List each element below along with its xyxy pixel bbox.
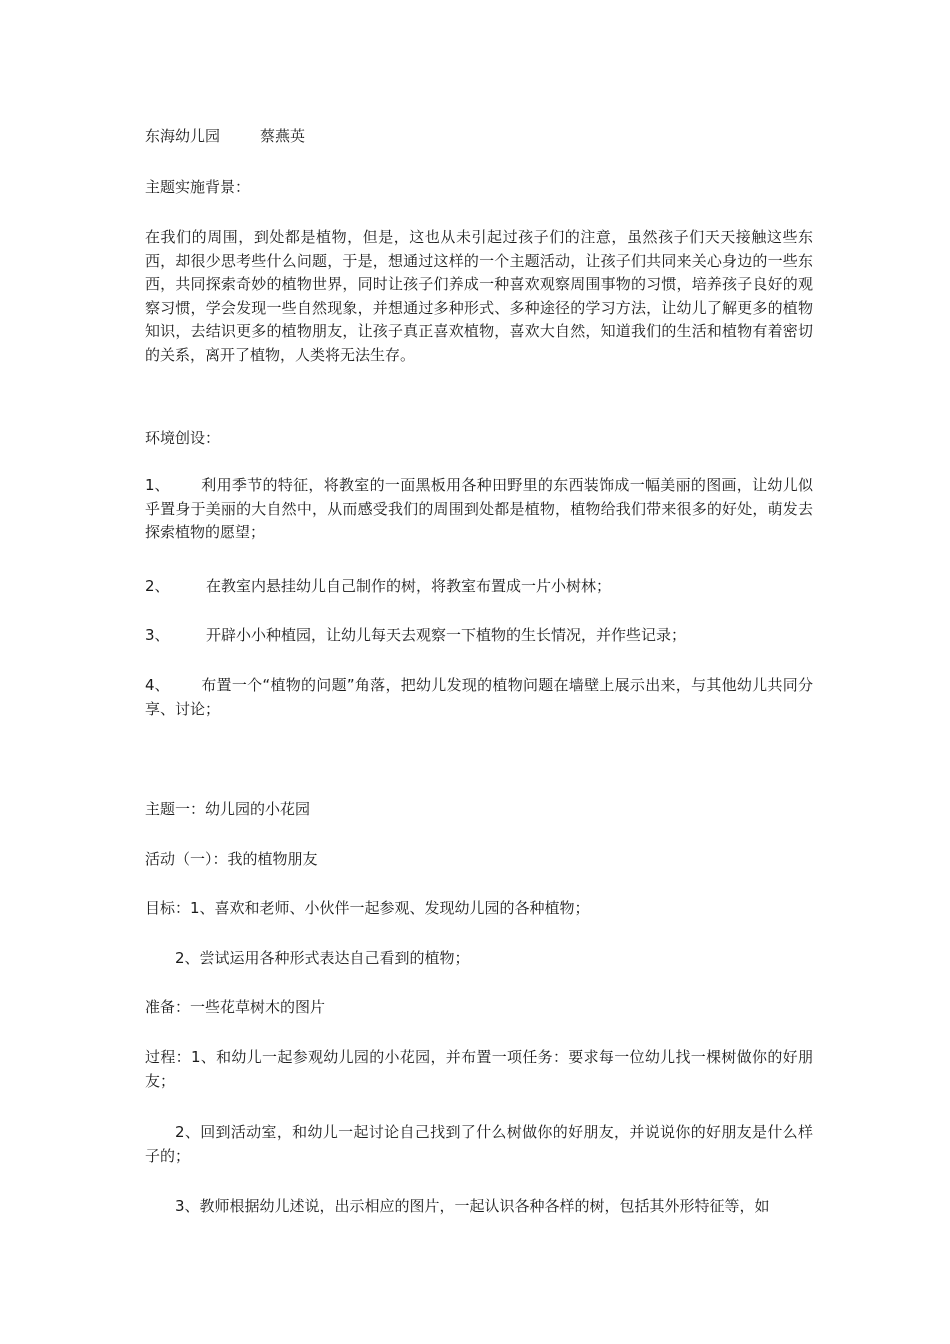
process-step-1: 过程：1、和幼儿一起参观幼儿园的小花园，并布置一项任务：要求每一位幼儿找一棵树做你的好朋友； [145,1048,813,1090]
item-text: 布置一个“植物的问题”角落，把幼儿发现的植物问题在墙壁上展示出来，与其他幼儿共同分享、讨论； [145,676,813,718]
item-number: 1、 [145,476,170,494]
environment-item-4 [145,674,813,721]
item-text: 在教室内悬挂幼儿自己制作的树，将教室布置成一片小树林； [206,577,612,595]
background-paragraph: 在我们的周围，到处都是植物，但是，这也从未引起过孩子们的注意，虽然孩子们天天接触这些东西，却很少思考些什么问题，于是，想通过这样的一个主题活动，让孩子们共同来关心身边的一些东西，共同探索奇妙的植物世界，同时让孩子们养成一种喜欢观察周围事物的习惯，培养孩子良好的观察习惯，学会发现一些自然现象，并想通过多种形式、多种途径的学习方法，让幼儿了解更多的植物知识，去结识更多的植物朋友，让孩子真正喜欢植物，喜欢大自然，知道我们的生活和植物有着密切的关系，离开了植物，人类将无法生存。 [145,228,813,364]
process-step-3: 3、教师根据幼儿述说，出示相应的图片，一起认识各种各样的树，包括其外形特征等，如 [175,1197,770,1215]
item-text: 开辟小小种植园，让幼儿每天去观察一下植物的生长情况，并作些记录； [206,626,687,644]
author-name: 蔡燕英 [260,127,306,145]
header-line [145,125,305,148]
activity-title: 活动（一）：我的植物朋友 [145,850,318,868]
environment-item-1 [145,474,813,545]
environment-item-2 [145,575,611,598]
environment-heading: 环境创设： [145,429,221,447]
environment-item-3 [145,624,686,647]
goal-2: 2、尝试运用各种形式表达自己看到的植物； [175,949,470,967]
school-name: 东海幼儿园 [145,127,221,145]
item-text: 利用季节的特征，将教室的一面黑板用各种田野里的东西装饰成一幅美丽的图画，让幼儿似乎置身于美丽的大自然中，从而感受我们的周围到处都是植物，植物给我们带来很多的好处，萌发去探索植物的愿望； [145,476,813,541]
item-number: 3、 [145,626,170,644]
process-step-2: 2、回到活动室，和幼儿一起讨论自己找到了什么树做你的好朋友，并说说你的好朋友是什么样子的； [145,1123,813,1165]
background-heading: 主题实施背景： [145,178,251,196]
item-number: 4、 [145,676,170,694]
item-number: 2、 [145,577,170,595]
theme-title: 主题一：幼儿园的小花园 [145,800,311,818]
goal-1: 目标：1、喜欢和老师、小伙伴一起参观、发现幼儿园的各种植物； [145,899,590,917]
preparation: 准备：一些花草树木的图片 [145,998,326,1016]
